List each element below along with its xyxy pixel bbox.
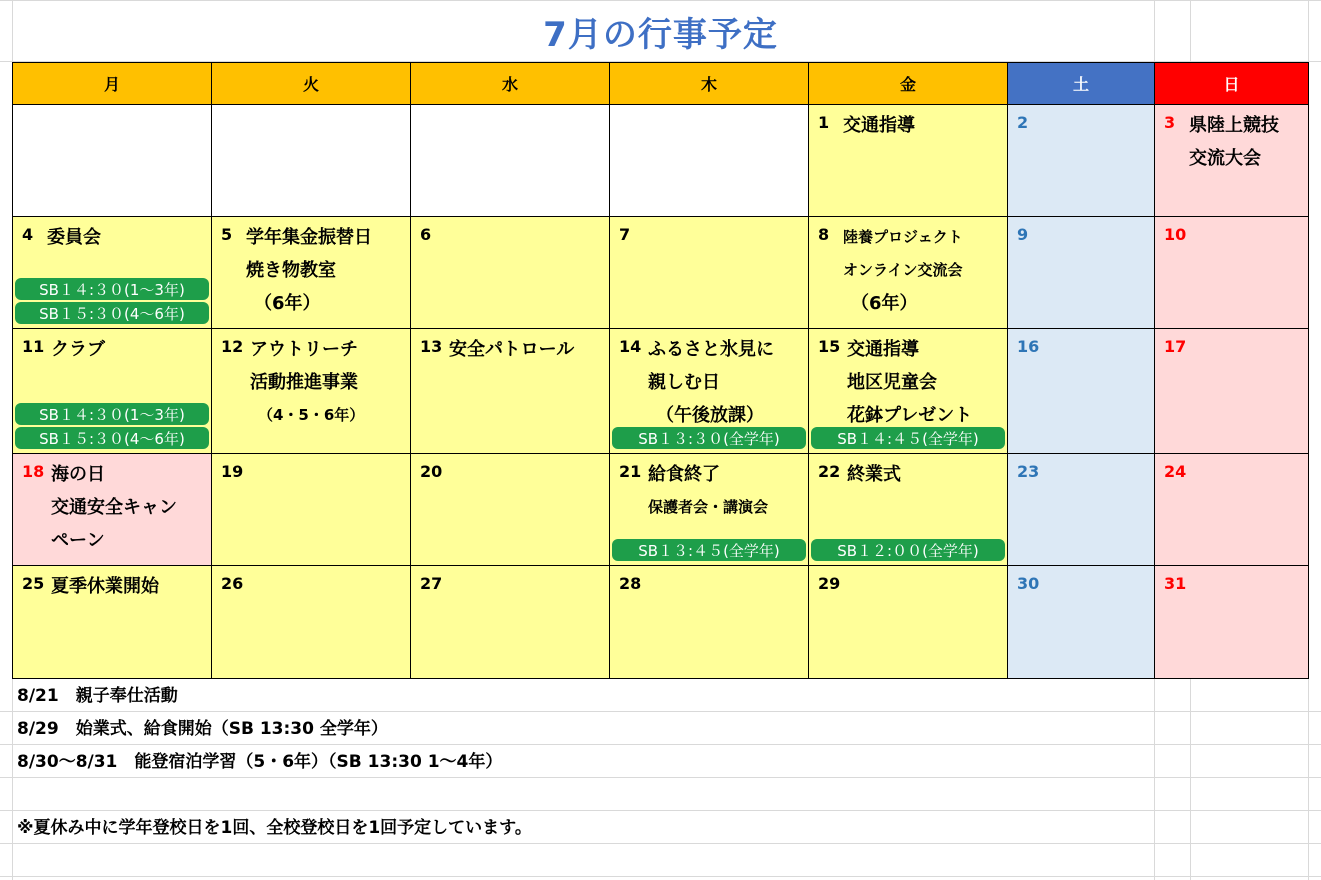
event-text [51,458,177,557]
day-number: 28 [619,574,642,593]
event-text [648,333,774,432]
day-number: 22 [818,462,841,481]
event-line: 夏季休業開始 [51,576,159,597]
event-line: 交流大会 [1189,148,1261,169]
event-line: 県陸上競技 [1189,115,1279,136]
day-cell-8 [809,217,1008,329]
day-cell-30 [1008,566,1155,679]
event-text [449,333,574,366]
day-cell-9 [1008,217,1155,329]
event-text [648,458,768,524]
weekday-header-sat: 土 [1008,63,1155,105]
empty-day-cell [212,105,411,217]
event-line: 交通指導 [847,339,919,360]
day-cell-26 [212,566,411,679]
day-cell-31 [1155,566,1309,679]
empty-day-cell [411,105,610,217]
dismissal-time-badge: SB１４:４５(全学年) [811,427,1005,449]
day-cell-1 [809,105,1008,217]
event-line: 交通安全キャン [51,497,177,518]
day-number: 24 [1164,462,1187,481]
day-number: 15 [818,337,841,356]
notes-section [17,680,1117,845]
day-cell-24 [1155,454,1309,566]
day-cell-28 [610,566,809,679]
day-cell-27 [411,566,610,679]
note-spacer [17,779,1117,812]
event-text [246,221,372,320]
day-number: 11 [22,337,45,356]
event-line: 安全パトロール [449,339,575,360]
dismissal-time-badge: SB１４:３０(1〜3年) [15,403,209,425]
event-text [1189,109,1279,175]
day-cell-17 [1155,329,1309,454]
note-line: 8/21 親子奉仕活動 [17,686,178,706]
day-number: 30 [1017,574,1040,593]
note-line: 8/30〜8/31 能登宿泊学習（5・6年）（SB 13:30 1〜4年） [17,752,503,772]
event-line: （4・5・6年） [258,406,365,424]
day-number: 1 [818,113,830,132]
event-line: 保護者会・講演会 [648,498,769,516]
note-line: ※夏休み中に学年登校日を1回、全校登校日を1回予定しています。 [17,818,532,838]
day-number: 16 [1017,337,1040,356]
event-line: 活動推進事業 [250,372,358,393]
event-line: ふるさと氷見に [648,339,774,360]
day-number: 2 [1017,113,1029,132]
event-text [47,221,101,254]
weekday-header-thu: 木 [610,63,809,105]
day-number: 3 [1164,113,1176,132]
event-line: （午後放課） [656,405,764,426]
event-line: ペーン [51,530,105,551]
day-number: 13 [420,337,443,356]
day-cell-19 [212,454,411,566]
day-cell-2 [1008,105,1155,217]
day-cell-3 [1155,105,1309,217]
day-number: 29 [818,574,841,593]
event-line: 地区児童会 [847,372,937,393]
day-number: 31 [1164,574,1187,593]
empty-day-cell [610,105,809,217]
event-text [250,333,364,432]
day-cell-13 [411,329,610,454]
weekday-header-mon: 月 [13,63,212,105]
day-cell-25 [13,566,212,679]
event-line: オンライン交流会 [843,261,963,279]
day-cell-29 [809,566,1008,679]
event-line: 海の日 [51,464,105,485]
day-number: 19 [221,462,244,481]
weekday-header-fri: 金 [809,63,1008,105]
event-line: 給食終了 [648,464,720,485]
day-cell-20 [411,454,610,566]
dismissal-time-badge: SB１４:３０(1〜3年) [15,278,209,300]
empty-day-cell [13,105,212,217]
day-number: 18 [22,462,45,481]
day-number: 12 [221,337,244,356]
day-number: 20 [420,462,443,481]
day-cell-10 [1155,217,1309,329]
day-cell-21 [610,454,809,566]
day-number: 9 [1017,225,1029,244]
day-cell-22 [809,454,1008,566]
weekday-header-sun: 日 [1155,63,1309,105]
event-line: 花鉢プレゼント [847,405,973,426]
event-line: 親しむ日 [648,372,720,393]
event-line: 終業式 [847,464,901,485]
day-cell-12 [212,329,411,454]
dismissal-time-badge: SB１３:３０(全学年) [612,427,806,449]
event-text [847,333,972,432]
dismissal-time-badge: SB１２:００(全学年) [811,539,1005,561]
day-number: 6 [420,225,432,244]
event-line: 交通指導 [843,115,915,136]
weekday-header-tue: 火 [212,63,411,105]
event-line: （6年） [851,293,918,314]
event-line: 学年集金振替日 [246,227,372,248]
dismissal-time-badge: SB１５:３０(4〜6年) [15,302,209,324]
day-number: 5 [221,225,233,244]
event-line: 焼き物教室 [246,260,336,281]
event-text [843,221,963,320]
day-number: 21 [619,462,642,481]
gridline [0,876,1321,877]
dismissal-time-badge: SB１３:４５(全学年) [612,539,806,561]
day-number: 23 [1017,462,1040,481]
event-line: クラブ [51,339,105,360]
day-cell-18 [13,454,212,566]
day-cell-6 [411,217,610,329]
note-line: 8/29 始業式、給食開始（SB 13:30 全学年） [17,719,388,739]
day-number: 27 [420,574,443,593]
day-cell-7 [610,217,809,329]
day-number: 7 [619,225,631,244]
event-text [51,333,105,366]
calendar-grid [12,62,1309,679]
day-cell-11 [13,329,212,454]
day-number: 10 [1164,225,1187,244]
event-text [843,109,915,142]
day-number: 17 [1164,337,1187,356]
day-number: 14 [619,337,642,356]
day-cell-16 [1008,329,1155,454]
day-number: 4 [22,225,34,244]
day-number: 26 [221,574,244,593]
event-line: （6年） [254,293,321,314]
day-cell-14 [610,329,809,454]
dismissal-time-badge: SB１５:３０(4〜6年) [15,427,209,449]
day-cell-4 [13,217,212,329]
day-cell-23 [1008,454,1155,566]
day-cell-15 [809,329,1008,454]
event-line: アウトリーチ [250,339,358,360]
event-text [51,570,159,603]
page-title: 7月の行事予定 [543,14,778,55]
day-cell-5 [212,217,411,329]
weekday-header-wed: 水 [411,63,610,105]
day-number: 25 [22,574,45,593]
event-line: 陸養プロジェクト [843,228,963,246]
event-text [847,458,901,491]
day-number: 8 [818,225,830,244]
event-line: 委員会 [47,227,101,248]
